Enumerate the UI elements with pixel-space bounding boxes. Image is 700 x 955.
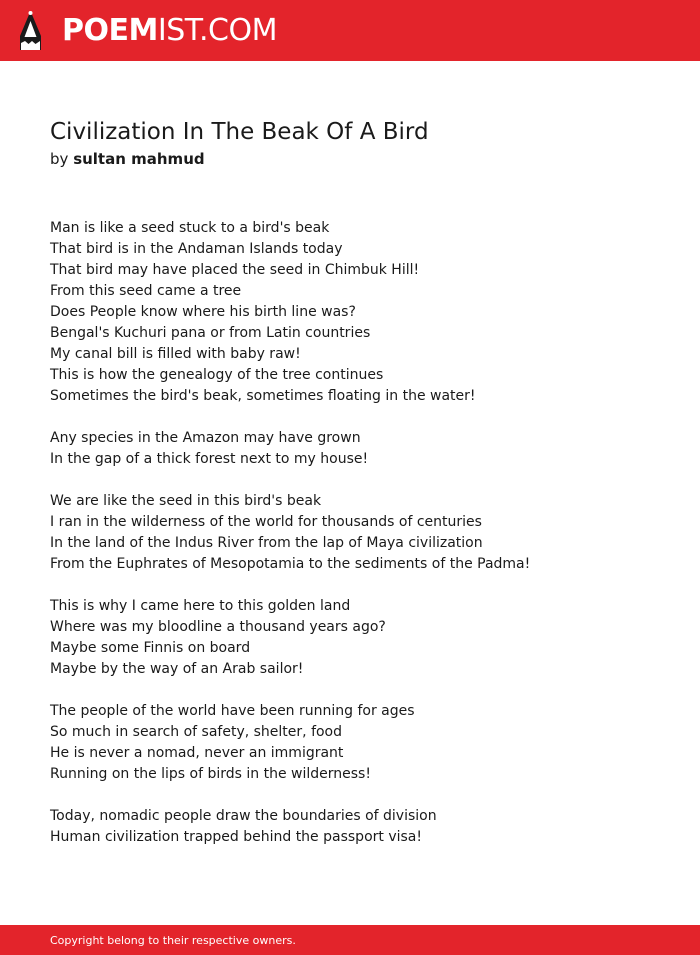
quill-pen-icon bbox=[18, 10, 43, 52]
poem-line: Sometimes the bird's beak, sometimes floating in the water! bbox=[50, 388, 476, 404]
poem-line: That bird may have placed the seed in Chimbuk Hill! bbox=[50, 262, 420, 278]
stanza bbox=[50, 701, 670, 785]
poem-line: The people of the world have been running for ages bbox=[50, 703, 415, 719]
poem-line: Maybe by the way of an Arab sailor! bbox=[50, 661, 304, 677]
poem-line: Bengal's Kuchuri pana or from Latin countries bbox=[50, 325, 371, 341]
logo-text-light: IST.COM bbox=[157, 13, 277, 48]
poem-line: My canal bill is filled with baby raw! bbox=[50, 346, 301, 362]
poem-line: Where was my bloodline a thousand years ago? bbox=[50, 619, 386, 635]
poem-line: Does People know where his birth line was? bbox=[50, 304, 356, 320]
logo-text-bold: POEM bbox=[62, 13, 158, 48]
by-label: by bbox=[50, 150, 69, 168]
poem-line: So much in search of safety, shelter, food bbox=[50, 724, 343, 740]
byline bbox=[50, 148, 205, 170]
stanza bbox=[50, 218, 670, 407]
poem-body bbox=[50, 218, 670, 869]
poem-line: This is why I came here to this golden land bbox=[50, 598, 351, 614]
poem-line: This is how the genealogy of the tree continues bbox=[50, 367, 384, 383]
poem-line: Any species in the Amazon may have grown bbox=[50, 430, 361, 446]
poem-title: Civilization In The Beak Of A Bird bbox=[50, 119, 429, 145]
site-footer bbox=[0, 925, 700, 955]
poem-line: Running on the lips of birds in the wilderness! bbox=[50, 766, 371, 782]
stanza bbox=[50, 596, 670, 680]
author-name: sultan mahmud bbox=[73, 150, 205, 168]
poem-line: From this seed came a tree bbox=[50, 283, 242, 299]
poem-line: Today, nomadic people draw the boundaries of division bbox=[50, 808, 437, 824]
stanza bbox=[50, 806, 670, 848]
poem-line: We are like the seed in this bird's beak bbox=[50, 493, 322, 509]
poem-line: Maybe some Finnis on board bbox=[50, 640, 251, 656]
poem-line: That bird is in the Andaman Islands today bbox=[50, 241, 343, 257]
poem-line: In the gap of a thick forest next to my house! bbox=[50, 451, 369, 467]
site-header bbox=[0, 0, 700, 61]
site-logo[interactable] bbox=[62, 11, 277, 51]
stanza bbox=[50, 491, 670, 575]
stanza bbox=[50, 428, 670, 470]
copyright-text: Copyright belong to their respective owners. bbox=[50, 934, 296, 947]
poem-line: Man is like a seed stuck to a bird's beak bbox=[50, 220, 330, 236]
poem-line: He is never a nomad, never an immigrant bbox=[50, 745, 344, 761]
poem-line: I ran in the wilderness of the world for thousands of centuries bbox=[50, 514, 482, 530]
poem-line: In the land of the Indus River from the lap of Maya civilization bbox=[50, 535, 483, 551]
poem-line: From the Euphrates of Mesopotamia to the sediments of the Padma! bbox=[50, 556, 531, 572]
poem-line: Human civilization trapped behind the passport visa! bbox=[50, 829, 422, 845]
